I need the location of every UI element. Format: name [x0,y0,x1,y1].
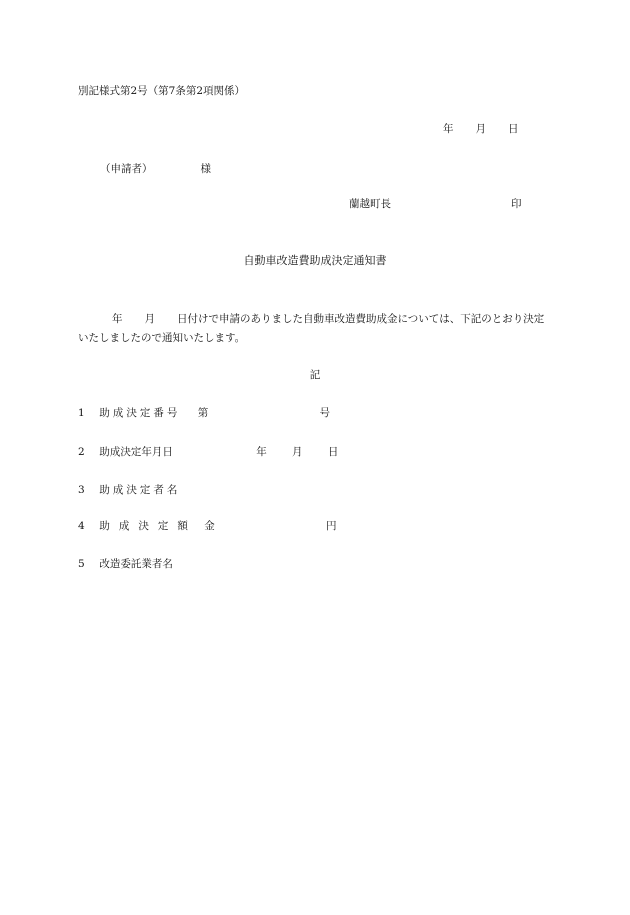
item-label: 助成決定者名 [99,484,181,496]
item-day-label: 日 [327,446,339,458]
item-decision-amount [78,519,337,533]
date-day-label: 日 [508,123,519,135]
item-decision-date [78,445,338,459]
body-month-label: 月 [144,313,155,325]
issuer-line [349,197,522,211]
item-number: 2 [78,446,85,458]
body-text: 日付けで申請のありました自動車改造費助成金については、下記のとおり決定いたしましたので通知いたします。 [78,313,545,344]
item-label: 助成決定年月日 [99,446,173,458]
body-paragraph [78,310,550,348]
form-identifier: 別記様式第2号（第7条第2項関係） [78,85,246,97]
item-suffix: 円 [326,520,337,532]
item-label: 助成決定番号 [99,407,181,419]
item-number: 4 [78,520,85,532]
seal-mark: 印 [511,198,522,210]
applicant-honorific: 様 [200,163,211,175]
date-year-label: 年 [443,123,454,135]
item-label: 助成決定額 [99,520,197,532]
applicant-line [100,162,211,176]
ki-heading: 記 [309,369,321,381]
item-recipient-name [78,483,180,497]
item-year-label: 年 [256,446,267,458]
date-line [443,122,519,136]
item-number: 1 [78,407,85,419]
item-prefix: 金 [204,520,215,532]
item-number: 5 [78,558,85,570]
body-year-label: 年 [112,313,123,325]
item-suffix: 号 [319,407,331,419]
item-label: 改造委託業者名 [99,558,173,570]
item-prefix: 第 [197,407,209,419]
item-month-label: 月 [292,446,303,458]
applicant-label: （申請者） [100,163,153,175]
item-contractor-name [78,557,173,571]
item-decision-number [78,406,330,420]
document-title: 自動車改造費助成決定通知書 [243,254,387,267]
item-number: 3 [78,484,85,496]
date-month-label: 月 [475,123,486,135]
issuer-name: 蘭越町長 [349,198,391,210]
